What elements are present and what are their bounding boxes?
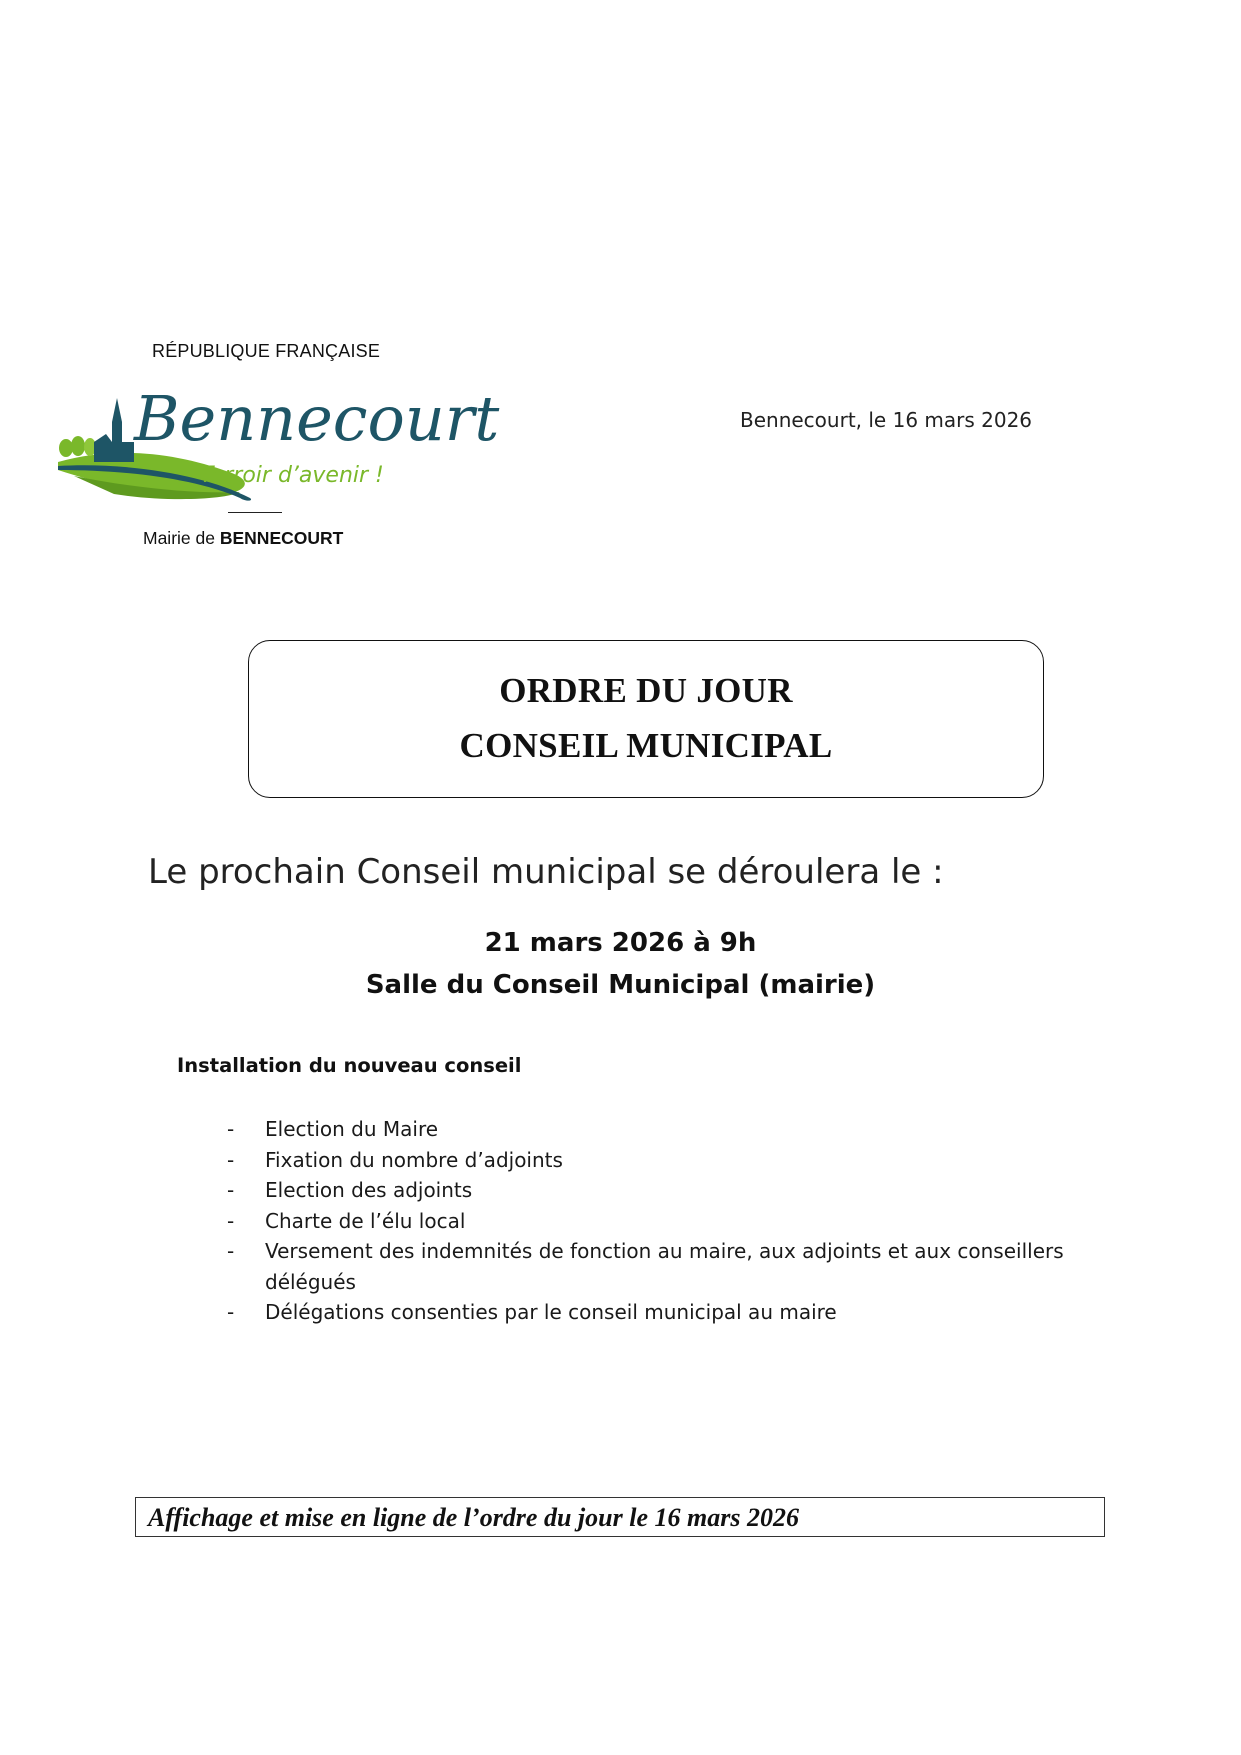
mairie-name: BENNECOURT — [219, 528, 344, 548]
logo-tagline: Terroir d’avenir ! — [200, 463, 384, 488]
agenda-item-text: Délégations consenties par le conseil municipal au maire — [265, 1300, 837, 1324]
agenda-item-text: Election des adjoints — [265, 1178, 473, 1202]
agenda-item-text: Charte de l’élu local — [265, 1208, 466, 1233]
document-date: Bennecourt, le 16 mars 2026 — [740, 408, 1033, 432]
logo-name: Bennecourt — [134, 382, 500, 455]
logo-graphic — [54, 378, 500, 504]
meeting-date: 21 mars 2026 à 9h — [484, 928, 757, 958]
section-heading: Installation du nouveau conseil — [177, 1054, 522, 1077]
agenda-item — [227, 1175, 1107, 1206]
agenda-item-text: Election du Maire — [265, 1117, 439, 1141]
agenda-item-text: Versement des indemnités de fonction au maire, aux adjoints et aux conseillers délégués — [265, 1239, 1064, 1294]
bullet-dash: - — [227, 1208, 235, 1233]
title-conseil-municipal: CONSEIL MUNICIPAL — [459, 726, 833, 765]
bennecourt-logo — [54, 378, 500, 504]
republique-francaise-label: RÉPUBLIQUE FRANÇAISE — [152, 341, 381, 361]
agenda-item — [227, 1297, 1107, 1328]
agenda-item-text: Fixation du nombre d’adjoints — [265, 1147, 563, 1172]
title-box — [248, 640, 1044, 798]
agenda-list — [227, 1114, 1107, 1328]
bullet-dash: - — [227, 1300, 235, 1324]
agenda-item — [227, 1114, 1107, 1145]
meeting-place: Salle du Conseil Municipal (mairie) — [365, 970, 876, 1000]
bullet-dash: - — [227, 1117, 235, 1141]
mairie-label — [143, 528, 343, 549]
intro-text: Le prochain Conseil municipal se déroulera le : — [148, 852, 944, 892]
mairie-prefix: Mairie de — [143, 528, 215, 548]
agenda-item — [227, 1206, 1107, 1237]
bullet-dash: - — [227, 1239, 235, 1263]
title-ordre-du-jour: ORDRE DU JOUR — [499, 671, 793, 710]
notice-box — [135, 1497, 1105, 1537]
agenda-item — [227, 1145, 1107, 1176]
bullet-dash: - — [227, 1178, 235, 1202]
bullet-dash: - — [227, 1147, 235, 1172]
agenda-item — [227, 1236, 1107, 1297]
notice-text: Affichage et mise en ligne de l’ordre du jour le 16 mars 2026 — [148, 1503, 799, 1532]
mairie-divider — [228, 512, 282, 513]
